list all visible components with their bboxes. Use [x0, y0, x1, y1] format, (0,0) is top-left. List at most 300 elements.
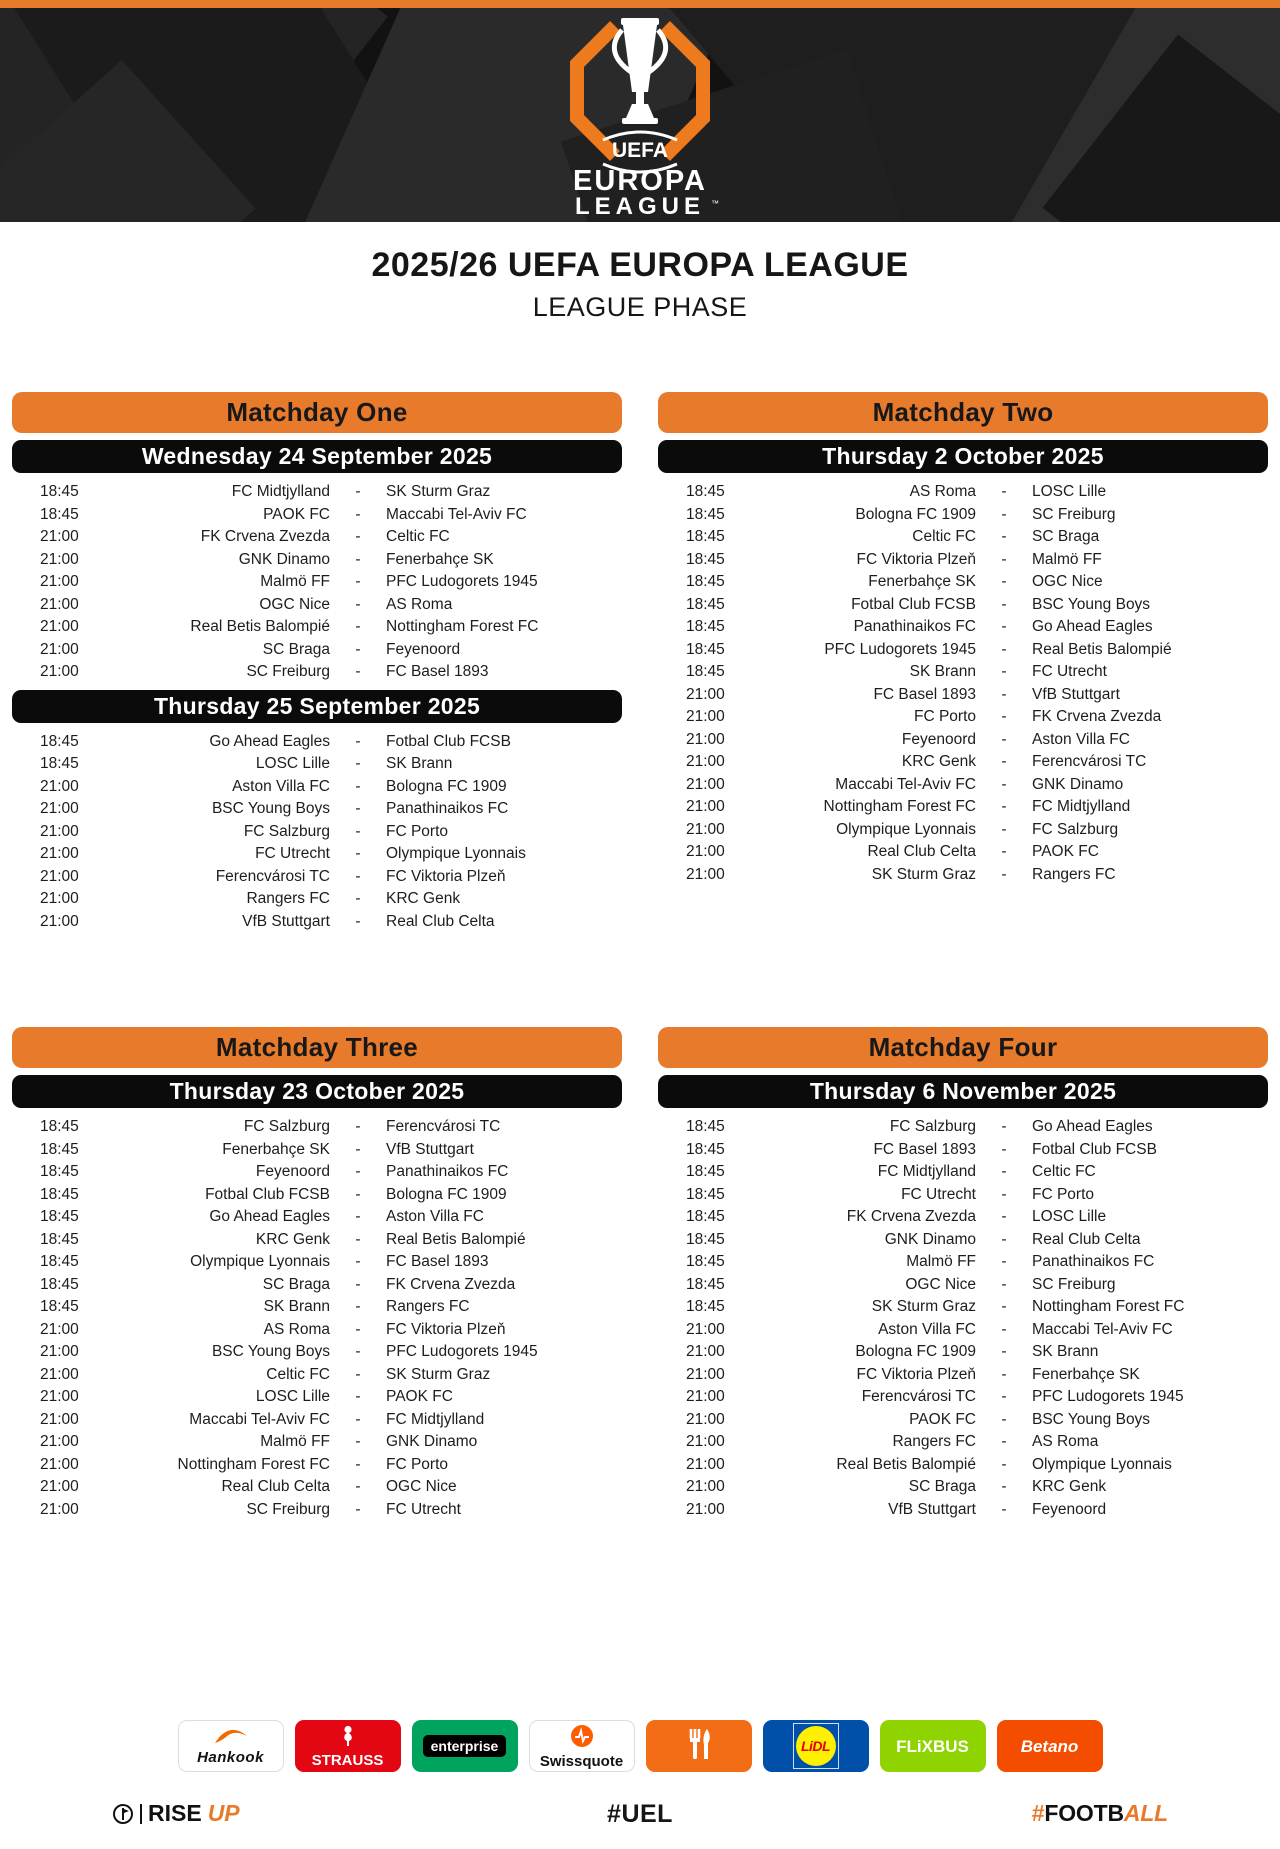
fixture-list [12, 473, 622, 684]
fixture-separator: - [1001, 1230, 1007, 1248]
fixture-separator: - [355, 1455, 361, 1473]
fixture-away-team: SC Freiburg [1032, 1275, 1116, 1293]
fixture-home-team: Maccabi Tel-Aviv FC [189, 1410, 330, 1428]
fixture-time: 18:45 [686, 1163, 725, 1180]
fixture-time: 21:00 [40, 663, 79, 680]
fixture-away-team: Olympique Lyonnais [1032, 1455, 1172, 1473]
fixture-separator: - [355, 528, 361, 545]
fixture-time: 21:00 [40, 822, 79, 840]
fixture-separator: - [355, 800, 361, 817]
lidl-roundel-icon [793, 1723, 839, 1769]
fixture-separator: - [355, 1208, 361, 1225]
fixture-row [658, 549, 1268, 572]
fixture-row [12, 1386, 622, 1409]
fixture-away-team: Rangers FC [1032, 865, 1116, 883]
fixture-home-team: Real Betis Balompié [190, 618, 330, 635]
fixture-separator: - [1001, 820, 1007, 838]
fixture-separator: - [355, 1500, 361, 1518]
fixture-time: 21:00 [686, 775, 725, 793]
fixture-separator: - [1001, 1455, 1007, 1473]
fixture-away-team: Aston Villa FC [1032, 730, 1130, 748]
fixture-home-team: FC Basel 1893 [873, 685, 976, 703]
footer [0, 1800, 1280, 1832]
fixture-home-team: LOSC Lille [255, 1388, 330, 1405]
fixture-time: 21:00 [686, 685, 725, 703]
fixture-home-team: SC Freiburg [246, 663, 330, 680]
fixture-separator: - [1001, 573, 1007, 590]
fixture-time: 18:45 [40, 1275, 79, 1293]
fixture-separator: - [1001, 483, 1007, 500]
fixture-home-team: SC Braga [908, 1478, 976, 1495]
fixture-home-team: SK Brann [263, 1298, 330, 1315]
fixture-row [658, 594, 1268, 617]
fixture-time: 18:45 [40, 1253, 79, 1270]
fixture-home-team: SC Freiburg [246, 1500, 330, 1518]
fixture-away-team: Feyenoord [386, 640, 461, 658]
football-black: FOOTB [1044, 1800, 1124, 1826]
fixture-away-team: GNK Dinamo [1032, 775, 1124, 793]
fixture-time: 18:45 [40, 483, 79, 500]
fixture-row [12, 1296, 622, 1319]
riseup-text-orange: UP [207, 1800, 240, 1826]
fixture-time: 18:45 [40, 1208, 79, 1225]
fixture-home-team: VfB Stuttgart [242, 912, 330, 930]
fixture-away-team: PFC Ludogorets 1945 [386, 1343, 538, 1360]
fixture-row [12, 1319, 622, 1342]
fixture-row [12, 1341, 622, 1364]
fixture-home-team: KRC Genk [255, 1230, 330, 1248]
fixture-time: 18:45 [686, 595, 725, 613]
fixture-home-team: Celtic FC [912, 528, 976, 545]
fixture-home-team: BSC Young Boys [211, 800, 330, 817]
fixture-away-team: PAOK FC [386, 1388, 453, 1405]
matchday-date-bar: Thursday 2 October 2025 [658, 440, 1268, 473]
fixture-away-team: OGC Nice [386, 1478, 457, 1495]
fixture-separator: - [1001, 798, 1007, 815]
matchday-panel [12, 1027, 622, 1521]
hankook-wing-icon [213, 1728, 249, 1744]
fixture-away-team: OGC Nice [1032, 573, 1103, 590]
fixture-row [12, 753, 622, 776]
fixture-away-team: Fotbal Club FCSB [386, 732, 511, 750]
fixture-row [658, 1274, 1268, 1297]
fixture-home-team: Fotbal Club FCSB [851, 595, 976, 613]
fixture-row [658, 661, 1268, 684]
fixture-separator: - [355, 1253, 361, 1270]
fixture-row [658, 571, 1268, 594]
fixture-time: 21:00 [40, 640, 79, 658]
fixture-separator: - [355, 1185, 361, 1203]
fixture-away-team: FC Salzburg [1032, 820, 1119, 838]
fixture-time: 18:45 [40, 1185, 79, 1203]
fixture-away-team: AS Roma [1032, 1433, 1099, 1450]
matchday-section [658, 1075, 1268, 1521]
matchday-header: Matchday Three [12, 1027, 622, 1068]
sponsor-flixbus [880, 1720, 986, 1772]
fixture-home-team: Feyenoord [255, 1163, 330, 1180]
fixture-row [658, 706, 1268, 729]
fixture-home-team: GNK Dinamo [884, 1230, 976, 1248]
fixture-row [658, 841, 1268, 864]
fixture-time: 21:00 [686, 1455, 725, 1473]
fixture-separator: - [355, 1365, 361, 1383]
fixture-time: 21:00 [40, 845, 79, 862]
fixture-separator: - [1001, 775, 1007, 793]
fixture-separator: - [355, 822, 361, 840]
fixture-away-team: Panathinaikos FC [386, 1163, 509, 1180]
hankook-wing-icon [213, 1728, 249, 1749]
footer-divider [140, 1804, 142, 1824]
fixture-away-team: Real Club Celta [386, 912, 495, 930]
fixture-away-team: PFC Ludogorets 1945 [1032, 1388, 1184, 1405]
fixture-away-team: SC Braga [1032, 528, 1100, 545]
fixture-separator: - [355, 845, 361, 862]
fixture-separator: - [1001, 753, 1007, 770]
fixture-away-team: FC Viktoria Plzeň [386, 1320, 506, 1338]
fixture-row [658, 1386, 1268, 1409]
fixture-time: 21:00 [686, 753, 725, 770]
fixture-time: 18:45 [686, 640, 725, 658]
matchday-section [658, 440, 1268, 886]
fixture-row [12, 639, 622, 662]
fixture-separator: - [355, 618, 361, 635]
fixture-row [658, 526, 1268, 549]
fixture-away-team: BSC Young Boys [1032, 595, 1151, 613]
fixture-separator: - [355, 1478, 361, 1495]
fixture-time: 21:00 [686, 1365, 725, 1383]
fixture-row [12, 481, 622, 504]
fixture-away-team: Bologna FC 1909 [386, 1185, 507, 1203]
fixture-time: 18:45 [686, 1118, 725, 1135]
swissquote-pulse-icon [570, 1724, 594, 1753]
fixture-separator: - [1001, 595, 1007, 613]
fixture-home-team: Fenerbahçe SK [222, 1140, 330, 1158]
fixture-time: 21:00 [40, 1343, 79, 1360]
matchday-panel [658, 392, 1268, 886]
fixture-time: 21:00 [40, 1455, 79, 1473]
fixture-row [12, 1499, 622, 1522]
page-subtitle: LEAGUE PHASE [532, 292, 748, 322]
fixture-separator: - [1001, 1478, 1007, 1495]
fixture-list [12, 723, 622, 934]
fixture-away-team: AS Roma [386, 595, 453, 613]
fixture-home-team: FC Salzburg [243, 1118, 330, 1135]
fixture-row [658, 481, 1268, 504]
sponsor-label: Swissquote [539, 1752, 624, 1770]
sponsor-label: Hankook [197, 1748, 264, 1766]
fixture-time: 21:00 [686, 820, 725, 838]
fixture-row [658, 751, 1268, 774]
fixture-row [12, 911, 622, 934]
fixture-home-team: FC Viktoria Plzeň [856, 1365, 976, 1383]
fixture-home-team: FC Salzburg [889, 1118, 976, 1135]
fixture-row [12, 1454, 622, 1477]
fixture-separator: - [355, 1118, 361, 1135]
fixture-away-team: SK Brann [1032, 1343, 1099, 1360]
fixture-separator: - [1001, 865, 1007, 883]
matchday-date-bar: Thursday 23 October 2025 [12, 1075, 622, 1108]
fixture-row [658, 684, 1268, 707]
fixture-row [658, 819, 1268, 842]
fixture-away-team: FK Crvena Zvezda [1032, 708, 1162, 725]
fixture-row [12, 571, 622, 594]
fixture-separator: - [1001, 1343, 1007, 1360]
sponsor-swissquote [529, 1720, 635, 1772]
fixture-separator: - [1001, 663, 1007, 680]
fixture-away-team: FC Midtjylland [386, 1410, 485, 1428]
fixture-time: 21:00 [686, 865, 725, 883]
fixture-row [12, 821, 622, 844]
fixture-row [658, 1319, 1268, 1342]
matchday-section [12, 440, 622, 684]
fixture-separator: - [355, 777, 361, 795]
fixture-time: 21:00 [686, 1478, 725, 1495]
fixture-row [12, 776, 622, 799]
fixture-time: 18:45 [40, 1163, 79, 1180]
fixture-home-team: SK Sturm Graz [871, 1298, 976, 1315]
fixture-away-team: Fenerbahçe SK [1032, 1365, 1140, 1383]
fixture-home-team: FC Utrecht [255, 845, 330, 862]
fixture-time: 21:00 [40, 890, 79, 907]
fixture-away-team: FC Midtjylland [1032, 798, 1131, 815]
fixture-separator: - [355, 1343, 361, 1360]
fixture-home-team: Olympique Lyonnais [190, 1253, 330, 1270]
fixture-row [12, 1476, 622, 1499]
sponsor-betano [997, 1720, 1103, 1772]
fixture-separator: - [1001, 1275, 1007, 1293]
fixture-row [658, 1409, 1268, 1432]
matchday-date-bar: Wednesday 24 September 2025 [12, 440, 622, 473]
fixture-time: 18:45 [40, 1298, 79, 1315]
fixture-time: 21:00 [40, 1320, 79, 1338]
fixture-time: 18:45 [686, 528, 725, 545]
fixture-separator: - [1001, 1185, 1007, 1203]
top-accent-strip [0, 0, 1280, 8]
fixture-separator: - [1001, 1298, 1007, 1315]
fixture-home-team: OGC Nice [905, 1275, 976, 1293]
fixture-time: 18:45 [686, 505, 725, 523]
fixture-time: 21:00 [40, 867, 79, 885]
fixture-home-team: AS Roma [909, 483, 976, 500]
matchday-header: Matchday Two [658, 392, 1268, 433]
fixture-home-team: AS Roma [263, 1320, 330, 1338]
fixture-time: 21:00 [40, 595, 79, 613]
fixture-separator: - [355, 1230, 361, 1248]
fixture-row [12, 843, 622, 866]
fixture-home-team: Malmö FF [260, 1433, 330, 1450]
strauss-ostrich-icon [339, 1725, 357, 1747]
fixture-time: 18:45 [686, 618, 725, 635]
fixture-away-team: LOSC Lille [1032, 1208, 1107, 1225]
fixture-separator: - [355, 1298, 361, 1315]
fixture-list [658, 1108, 1268, 1521]
fixture-separator: - [1001, 1163, 1007, 1180]
logo-league-text: LEAGUE [574, 193, 706, 220]
fixture-away-team: KRC Genk [1032, 1478, 1107, 1495]
fixture-away-team: Maccabi Tel-Aviv FC [1032, 1320, 1173, 1338]
fixture-separator: - [1001, 1410, 1007, 1428]
fixture-home-team: Ferencvárosi TC [861, 1388, 976, 1405]
fixture-time: 21:00 [686, 1343, 725, 1360]
fixture-row [658, 1116, 1268, 1139]
fixture-row [658, 864, 1268, 887]
fixture-away-team: Feyenoord [1032, 1500, 1107, 1518]
fixture-separator: - [355, 912, 361, 930]
enterprise-wordmark: enterprise [423, 1735, 507, 1757]
fixture-home-team: SK Sturm Graz [871, 865, 976, 883]
sponsor-hankook [178, 1720, 284, 1772]
fixture-away-team: Rangers FC [386, 1298, 470, 1315]
fixture-separator: - [355, 550, 361, 568]
matchday-header: Matchday Four [658, 1027, 1268, 1068]
fixture-home-team: Fenerbahçe SK [868, 573, 976, 590]
matchday-panel [658, 1027, 1268, 1521]
fixture-home-team: OGC Nice [259, 595, 330, 613]
fixture-home-team: Ferencvárosi TC [215, 867, 330, 885]
fixture-home-team: FC Utrecht [901, 1185, 976, 1203]
fixture-away-team: Fenerbahçe SK [386, 550, 494, 568]
fixture-row [12, 1184, 622, 1207]
fixture-row [658, 774, 1268, 797]
fixture-time: 21:00 [686, 1410, 725, 1428]
fixture-separator: - [1001, 1320, 1007, 1338]
fixture-separator: - [1001, 730, 1007, 748]
fixture-separator: - [1001, 1208, 1007, 1225]
fixture-row [658, 1139, 1268, 1162]
fixture-row [12, 504, 622, 527]
fixture-home-team: Celtic FC [266, 1365, 330, 1383]
fixture-row [12, 549, 622, 572]
fixture-home-team: Go Ahead Eagles [209, 1208, 330, 1225]
fixture-row [12, 1161, 622, 1184]
fixture-time: 21:00 [40, 1410, 79, 1428]
fixture-separator: - [355, 1275, 361, 1293]
fixture-row [12, 1206, 622, 1229]
fixture-row [12, 1431, 622, 1454]
sponsor-just-eat [646, 1720, 752, 1772]
fixture-time: 18:45 [686, 573, 725, 590]
matchday-section [12, 1075, 622, 1521]
fixture-home-team: Maccabi Tel-Aviv FC [835, 775, 976, 793]
fixture-time: 21:00 [40, 1433, 79, 1450]
fixture-separator: - [355, 1433, 361, 1450]
matchday-panel [12, 392, 622, 933]
fixture-away-team: PAOK FC [1032, 843, 1099, 860]
fixture-separator: - [1001, 618, 1007, 635]
fixture-row [12, 1409, 622, 1432]
fixture-home-team: Malmö FF [260, 573, 330, 590]
fixture-away-team: Real Betis Balompié [1032, 640, 1172, 658]
fixture-away-team: Olympique Lyonnais [386, 845, 526, 862]
fixture-time: 21:00 [686, 798, 725, 815]
fixture-time: 21:00 [40, 528, 79, 545]
fixture-away-team: Go Ahead Eagles [1032, 1118, 1153, 1135]
fixture-home-team: FC Midtjylland [231, 483, 330, 500]
fixture-home-team: Panathinaikos FC [853, 618, 976, 635]
fixture-time: 18:45 [686, 1185, 725, 1203]
fixture-row [12, 594, 622, 617]
fixture-away-team: Go Ahead Eagles [1032, 618, 1153, 635]
fixture-away-team: VfB Stuttgart [1032, 685, 1120, 703]
fixture-time: 21:00 [686, 708, 725, 725]
uel-hashtag: #UEL [607, 1800, 673, 1828]
fixture-row [12, 798, 622, 821]
fixture-row [658, 1431, 1268, 1454]
title-block [0, 246, 1280, 323]
sponsor-label: FLiXBUS [896, 1736, 969, 1756]
fixture-list [12, 1108, 622, 1521]
fixture-separator: - [1001, 1118, 1007, 1135]
fixture-separator: - [1001, 843, 1007, 860]
fixture-home-team: Malmö FF [906, 1253, 976, 1270]
fixture-time: 18:45 [686, 1275, 725, 1293]
matchday-section [12, 690, 622, 934]
fixture-away-team: FC Basel 1893 [386, 1253, 489, 1270]
fixture-separator: - [1001, 1365, 1007, 1383]
fixture-time: 18:45 [686, 1253, 725, 1270]
fixture-separator: - [355, 663, 361, 680]
logo-uefa-text: UEFA [611, 139, 669, 162]
fixture-home-team: Real Club Celta [221, 1478, 330, 1495]
fixture-away-team: FC Porto [386, 1455, 449, 1473]
fixture-away-team: FK Crvena Zvezda [386, 1275, 516, 1293]
fixture-separator: - [1001, 528, 1007, 545]
fixture-home-team: Rangers FC [892, 1433, 976, 1450]
fixture-separator: - [355, 1163, 361, 1180]
fixture-away-team: Ferencvárosi TC [1032, 753, 1147, 770]
fixture-row [658, 729, 1268, 752]
fixture-row [658, 1161, 1268, 1184]
fixture-separator: - [355, 595, 361, 613]
matchday-date-bar: Thursday 6 November 2025 [658, 1075, 1268, 1108]
fixture-separator: - [355, 1388, 361, 1405]
fixture-time: 18:45 [40, 1118, 79, 1135]
fixture-away-team: Bologna FC 1909 [386, 777, 507, 795]
fixture-row [12, 616, 622, 639]
sponsor-label: STRAUSS [311, 1751, 384, 1769]
fixture-home-team: FC Porto [913, 708, 976, 725]
fixture-row [658, 639, 1268, 662]
fixture-home-team: Olympique Lyonnais [836, 820, 976, 838]
fixture-home-team: FK Crvena Zvezda [200, 528, 330, 545]
fixture-home-team: FC Viktoria Plzeň [856, 550, 976, 568]
fixture-away-team: GNK Dinamo [386, 1433, 478, 1450]
fixture-separator: - [1001, 685, 1007, 703]
fixture-away-team: FC Utrecht [386, 1500, 461, 1518]
fixture-time: 18:45 [40, 1230, 79, 1248]
fixture-separator: - [1001, 1500, 1007, 1518]
swissquote-icon [570, 1724, 594, 1748]
page-title: 2025/26 UEFA EUROPA LEAGUE [371, 246, 909, 284]
fixture-away-team: Panathinaikos FC [1032, 1253, 1155, 1270]
fixture-list [658, 473, 1268, 886]
fixture-row [12, 731, 622, 754]
fixture-row [12, 1229, 622, 1252]
fixture-away-team: BSC Young Boys [1032, 1410, 1151, 1428]
sponsors-bar [0, 1720, 1280, 1772]
fixture-away-team: FC Porto [386, 822, 449, 840]
fixture-home-team: PAOK FC [263, 505, 330, 523]
fixture-time: 21:00 [40, 573, 79, 590]
fixture-home-team: Real Club Celta [867, 843, 976, 860]
fixture-row [12, 866, 622, 889]
fixture-home-team: Real Betis Balompié [836, 1455, 976, 1473]
fixture-time: 21:00 [40, 618, 79, 635]
fixture-row [658, 1454, 1268, 1477]
fixture-time: 21:00 [40, 1388, 79, 1405]
fixture-home-team: SK Brann [909, 663, 976, 680]
fixture-home-team: Nottingham Forest FC [177, 1455, 330, 1473]
